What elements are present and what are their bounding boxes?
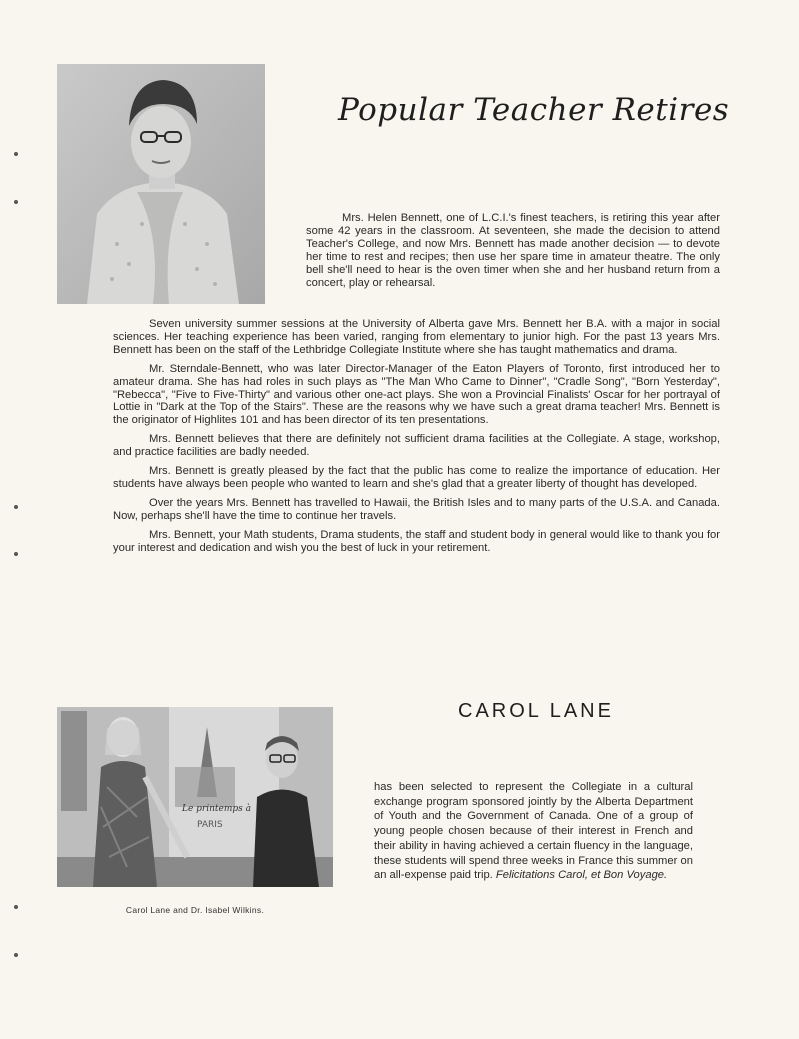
binder-hole xyxy=(14,152,18,156)
body-paragraph: Over the years Mrs. Bennett has travelled to Hawaii, the British Isles and to many parts of the U.S.A. and Canada. Now, perhaps she'll have the time to continue her travels. xyxy=(113,496,720,522)
photo-caption: Carol Lane and Dr. Isabel Wilkins. xyxy=(125,905,265,915)
teacher-portrait-photo xyxy=(57,64,265,304)
poster-text-line2: PARIS xyxy=(197,820,223,830)
binder-hole xyxy=(14,552,18,556)
article-intro-paragraph: Mrs. Helen Bennett, one of L.C.I.'s finest teachers, is retiring this year after some 42 years in the classroom. At seventeen, she made the decision to attend Teacher's College, and now Mrs. Bennett has made another decision — to devote her time to rest and recipes; then use her spare time in amateur theatre. The only bell she'll need to hear is the oven timer when she and her husband return from a concert, play or rehearsal. xyxy=(306,212,720,289)
binder-hole xyxy=(14,505,18,509)
body-paragraph: Mrs. Bennett is greatly pleased by the fact that the public has come to realize the importance of education. Her students have always been people who wanted to learn and she's glad that a greater liberty of thought has developed. xyxy=(113,465,720,490)
poster-text-line1: Le printemps à xyxy=(182,804,251,814)
carol-lane-body: has been selected to represent the Collegiate in a cultural exchange program sponsored jointly by the Alberta Department of Youth and the Government of Canada. One of a group of young people chosen because of their interest in French and their ability in having achieved a certain fluency in the language, these students will spend three weeks in France this summer on an all-expense paid trip. xyxy=(374,781,693,882)
binder-hole xyxy=(14,905,18,909)
body-paragraph: Seven university summer sessions at the University of Alberta gave Mrs. Bennett her B.A. with a major in social sciences. Her teaching experience has been varied, ranging from elementary to junior high. For the past 13 years Mrs. Bennett has been on the staff of the Lethbridge Collegiate Institute where she has taught mathematics and drama. xyxy=(113,318,720,356)
body-paragraph: Mrs. Bennett believes that there are definitely not sufficient drama facilities at the Collegiate. A stage, workshop, and practice facilities are badly needed. xyxy=(113,433,720,459)
carol-lane-heading: CAROL LANE xyxy=(458,700,614,722)
carol-lane-closing: Felicitations Carol, et Bon Voyage. xyxy=(495,869,668,882)
carol-lane-photo xyxy=(57,707,333,887)
article-headline: Popular Teacher Retires xyxy=(338,92,730,128)
body-paragraph: Mrs. Bennett, your Math students, Drama students, the staff and student body in general would like to thank you for your interest and dedication and wish you the best of luck in your retirement. xyxy=(113,528,720,554)
article-body xyxy=(113,318,720,561)
body-paragraph: Mr. Sterndale-Bennett, who was later Director-Manager of the Eaton Players of Toronto, first introduced her to amateur drama. She has had roles in such plays as "The Man Who Came to Dinner", "Cradle Song", "Born Yesterday", "Rebecca", "Five to Five-Thirty" and various other one-act plays. She won a Provincial Finalists' Oscar for her portrayal of Lottie in "Dark at the Top of the Stairs". These are the reasons why we have such a great drama teacher! Mrs. Bennett is the originator of Highlites 101 and has been director of its ten presentations. xyxy=(113,362,720,427)
carol-lane-paragraph xyxy=(374,780,693,883)
binder-hole xyxy=(14,953,18,957)
binder-hole xyxy=(14,200,18,204)
